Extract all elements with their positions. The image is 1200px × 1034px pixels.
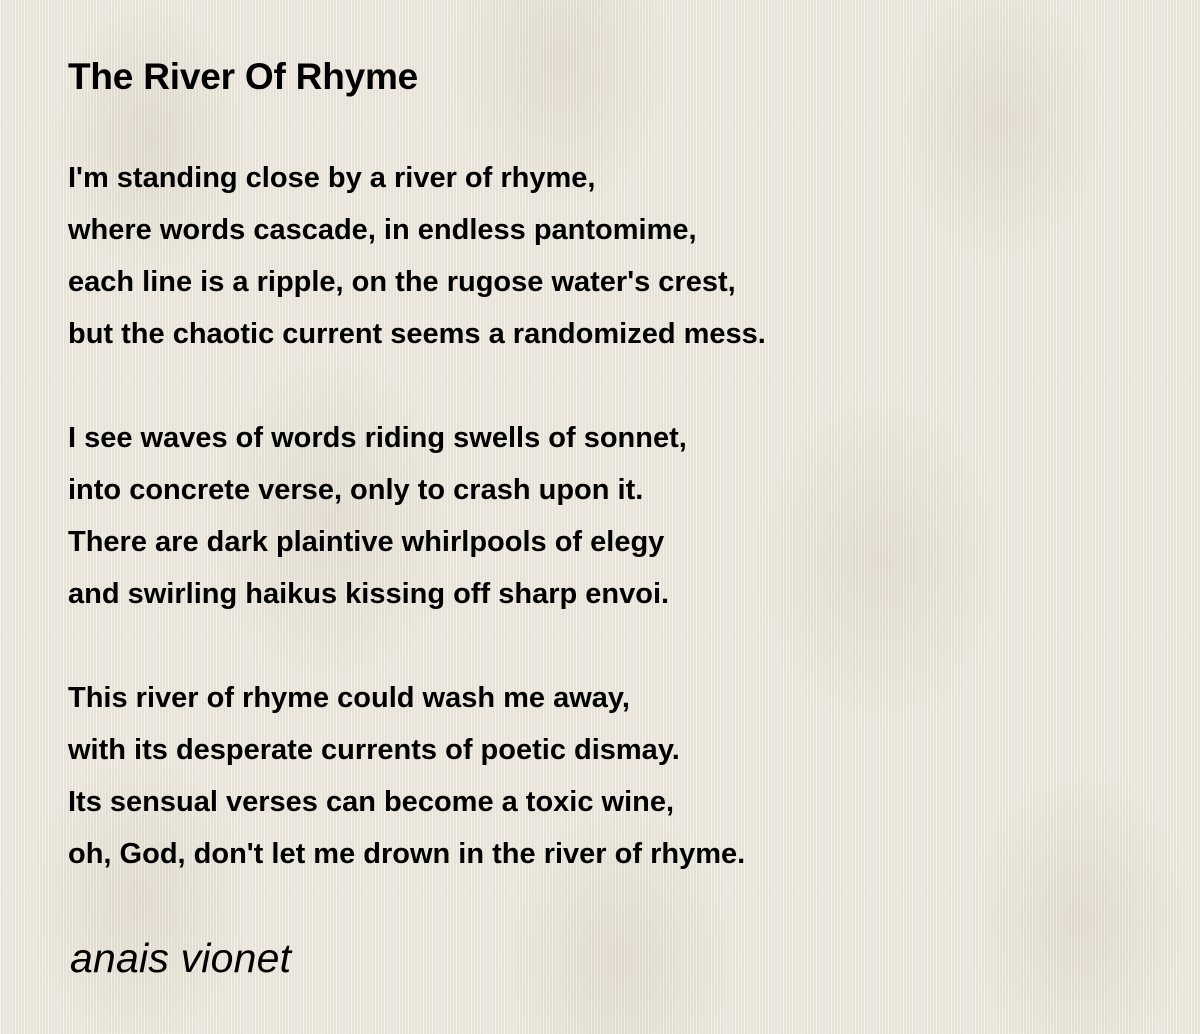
poem-line: with its desperate currents of poetic dismay.: [68, 734, 680, 766]
poem-page: [68, 54, 1148, 932]
stanza-2: [68, 412, 1148, 620]
poem-body: [68, 152, 1148, 880]
stanza-1: [68, 152, 1148, 360]
poem-line: each line is a ripple, on the rugose water's crest,: [68, 266, 736, 298]
poem-line: oh, God, don't let me drown in the river of rhyme.: [68, 838, 746, 870]
poem-line: but the chaotic current seems a randomized mess.: [68, 318, 766, 350]
poem-line: This river of rhyme could wash me away,: [68, 682, 630, 714]
poem-line: where words cascade, in endless pantomime,: [68, 214, 697, 246]
poem-line: into concrete verse, only to crash upon it.: [68, 474, 644, 506]
poem-line: There are dark plaintive whirlpools of elegy: [68, 526, 665, 558]
poem-line: Its sensual verses can become a toxic wine,: [68, 786, 675, 818]
poem-line: I see waves of words riding swells of sonnet,: [68, 422, 687, 454]
poem-author: anais vionet: [70, 935, 292, 981]
stanza-3: [68, 672, 1148, 880]
poem-line: and swirling haikus kissing off sharp envoi.: [68, 578, 670, 610]
poem-title: The River Of Rhyme: [68, 56, 419, 97]
poem-line: I'm standing close by a river of rhyme,: [68, 162, 596, 194]
